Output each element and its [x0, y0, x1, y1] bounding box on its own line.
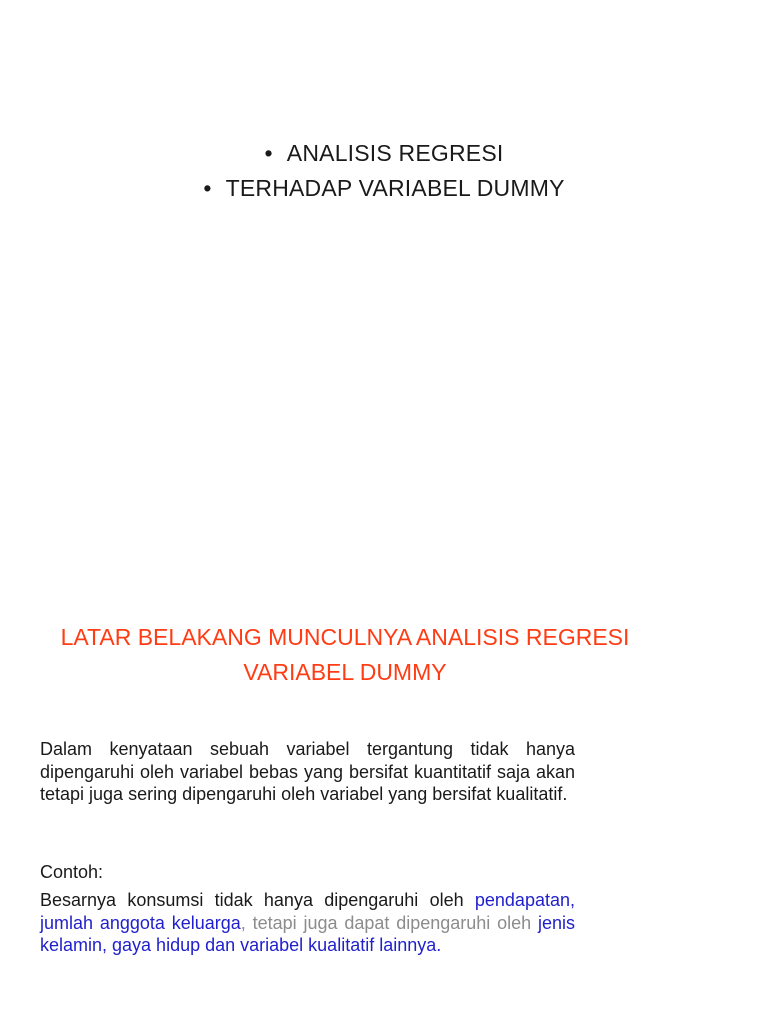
bullet-dot-icon: • [264, 140, 273, 166]
bullet-item [0, 136, 768, 171]
example-paragraph [40, 889, 575, 957]
bullet-item [0, 171, 768, 206]
title-bullet-list [0, 136, 768, 206]
bullet-text: ANALISIS REGRESI [286, 140, 504, 166]
example-text-connector: , tetapi juga dapat dipengaruhi oleh [240, 912, 538, 933]
bullet-text: TERHADAP VARIABEL DUMMY [225, 175, 565, 201]
slide-background [0, 600, 768, 1024]
bullet-dot-icon: • [203, 175, 212, 201]
example-text-quantitative: pendapatan, jumlah anggota keluarga [40, 890, 575, 933]
example-text-qualitative: jenis kelamin, gaya hidup dan variabel kualitatif lainnya. [40, 912, 575, 955]
heading-line-2: VARIABEL DUMMY [243, 659, 447, 685]
heading-line-1: LATAR BELAKANG MUNCULNYA ANALISIS REGRESI [60, 624, 630, 650]
example-text-plain: Besarnya konsumsi tidak hanya dipengaruhi oleh [40, 890, 475, 910]
example-label: Contoh: [40, 862, 104, 882]
slide-heading [30, 620, 660, 690]
intro-paragraph: Dalam kenyataan sebuah variabel tergantung tidak hanya dipengaruhi oleh variabel bebas yang bersifat kuantitatif saja akan tetapi juga sering dipengaruhi oleh variabel yang bersifat kualitatif. [40, 739, 575, 804]
